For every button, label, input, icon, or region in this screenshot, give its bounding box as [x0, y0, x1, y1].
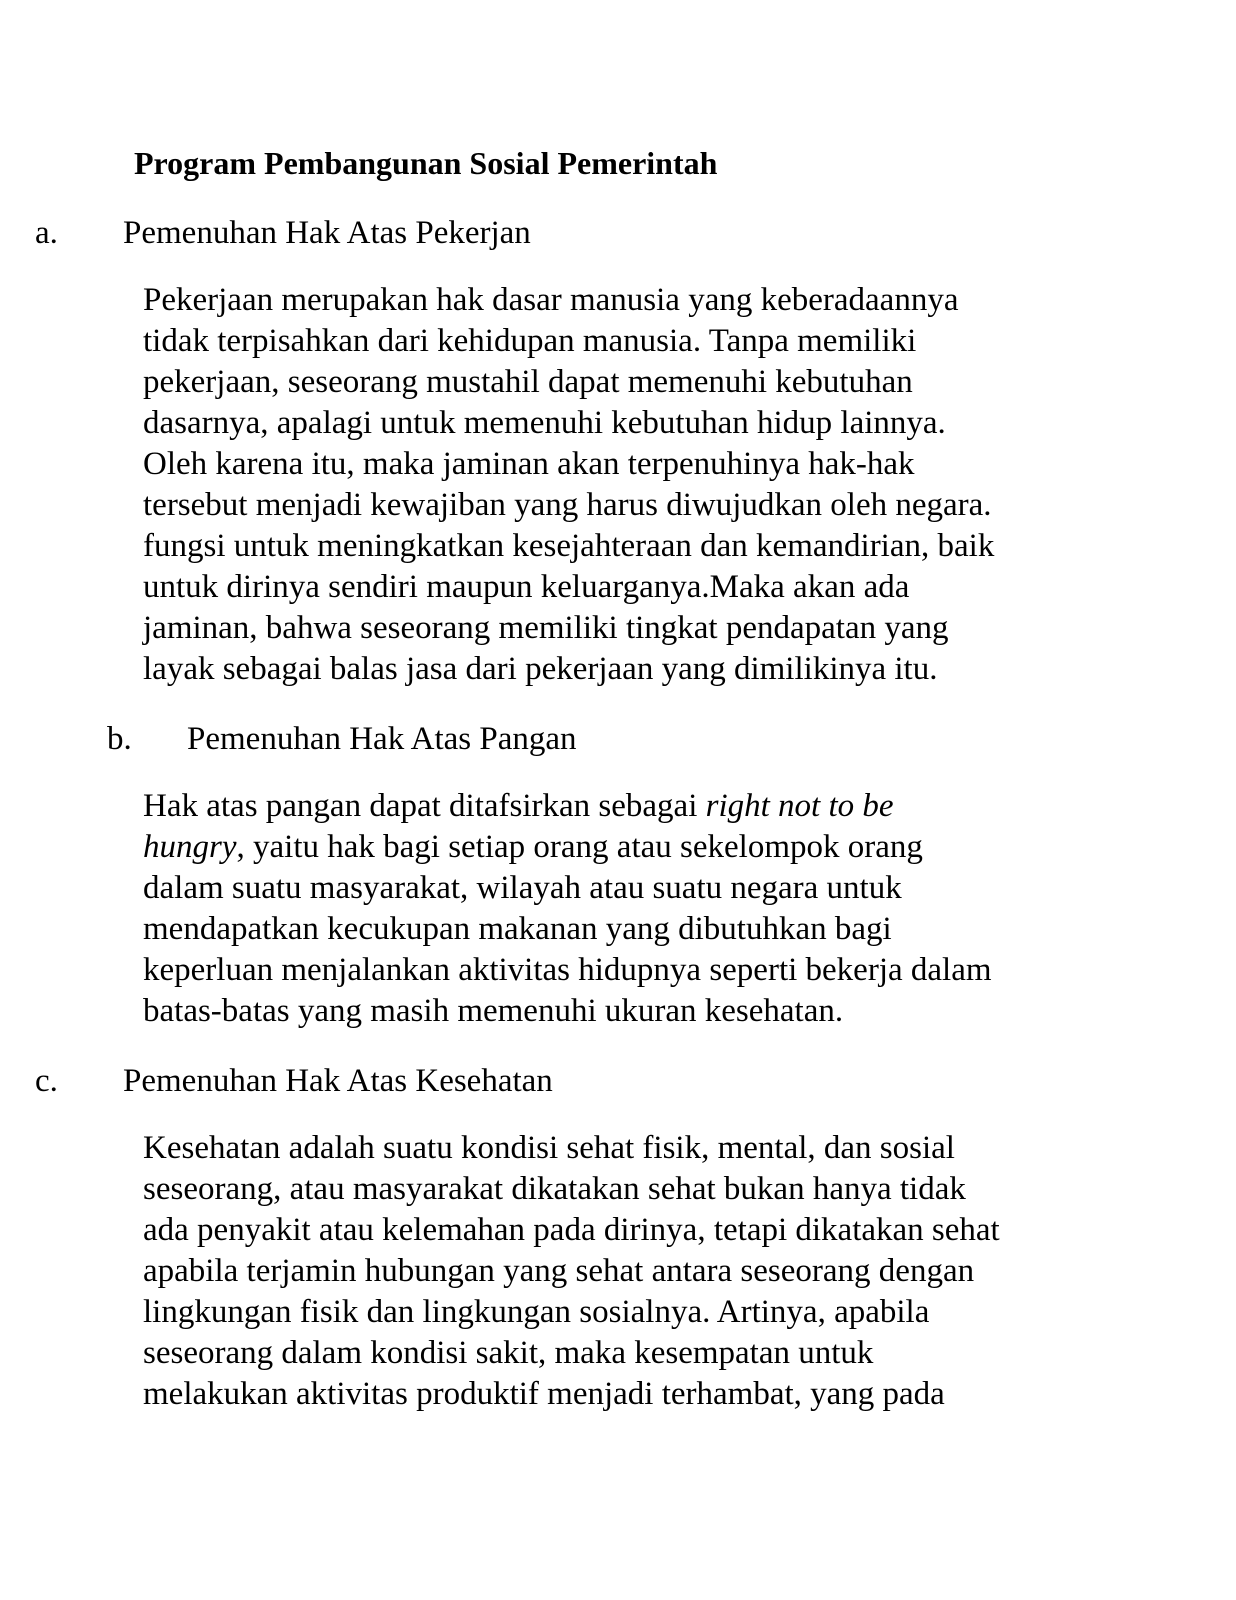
italic-term: hungry	[143, 829, 237, 865]
paragraph-line: dalam suatu masyarakat, wilayah atau suatu negara untuk	[143, 870, 902, 906]
paragraph-line: Kesehatan adalah suatu kondisi sehat fisik, mental, dan sosial	[143, 1130, 955, 1166]
paragraph-line: seseorang, atau masyarakat dikatakan sehat bukan hanya tidak	[143, 1171, 966, 1207]
section-marker: a.	[35, 215, 58, 251]
paragraph-line: layak sebagai balas jasa dari pekerjaan yang dimilikinya itu.	[143, 651, 938, 687]
paragraph-line: untuk dirinya sendiri maupun keluarganya.Maka akan ada	[143, 569, 910, 605]
line-text: Hak atas pangan dapat ditafsirkan sebagai	[143, 788, 706, 824]
paragraph-line: Pekerjaan merupakan hak dasar manusia yang keberadaannya	[143, 282, 959, 318]
section-heading-text: Pemenuhan Hak Atas Kesehatan	[123, 1063, 553, 1099]
section-paragraph-b	[143, 786, 992, 1032]
section-heading-text: Pemenuhan Hak Atas Pangan	[187, 721, 577, 757]
paragraph-line: apabila terjamin hubungan yang sehat antara seseorang dengan	[143, 1253, 975, 1289]
paragraph-line: seseorang dalam kondisi sakit, maka kesempatan untuk	[143, 1335, 874, 1371]
section-heading-text: Pemenuhan Hak Atas Pekerjan	[123, 215, 531, 251]
paragraph-line: lingkungan fisik dan lingkungan sosialnya. Artinya, apabila	[143, 1294, 930, 1330]
italic-term: right not to be	[705, 788, 894, 824]
paragraph-line: dasarnya, apalagi untuk memenuhi kebutuhan hidup lainnya.	[143, 405, 946, 441]
paragraph-line: ada penyakit atau kelemahan pada dirinya, tetapi dikatakan sehat	[143, 1212, 1000, 1248]
document-title: Program Pembangunan Sosial Pemerintah	[134, 145, 718, 181]
paragraph-line: batas-batas yang masih memenuhi ukuran kesehatan.	[143, 993, 844, 1029]
section-marker: b.	[107, 721, 132, 757]
paragraph-line: tersebut menjadi kewajiban yang harus diwujudkan oleh negara.	[143, 487, 992, 523]
section-marker: c.	[35, 1063, 58, 1099]
paragraph-line: pekerjaan, seseorang mustahil dapat memenuhi kebutuhan	[143, 364, 913, 400]
paragraph-line: melakukan aktivitas produktif menjadi terhambat, yang pada	[143, 1376, 945, 1412]
line-text: , yaitu hak bagi setiap orang atau sekelompok orang	[236, 829, 923, 865]
paragraph-line: keperluan menjalankan aktivitas hidupnya seperti bekerja dalam	[143, 952, 992, 988]
paragraph-line: Oleh karena itu, maka jaminan akan terpenuhinya hak-hak	[143, 446, 915, 482]
paragraph-line: mendapatkan kecukupan makanan yang dibutuhkan bagi	[143, 911, 892, 947]
paragraph-line: fungsi untuk meningkatkan kesejahteraan dan kemandirian, baik	[143, 528, 995, 564]
section-paragraph-a	[143, 280, 994, 690]
paragraph-line	[143, 827, 992, 868]
paragraph-line: tidak terpisahkan dari kehidupan manusia. Tanpa memiliki	[143, 323, 917, 359]
paragraph-line: jaminan, bahwa seseorang memiliki tingkat pendapatan yang	[143, 610, 949, 646]
section-paragraph-c	[143, 1128, 1000, 1415]
paragraph-line	[143, 786, 992, 827]
